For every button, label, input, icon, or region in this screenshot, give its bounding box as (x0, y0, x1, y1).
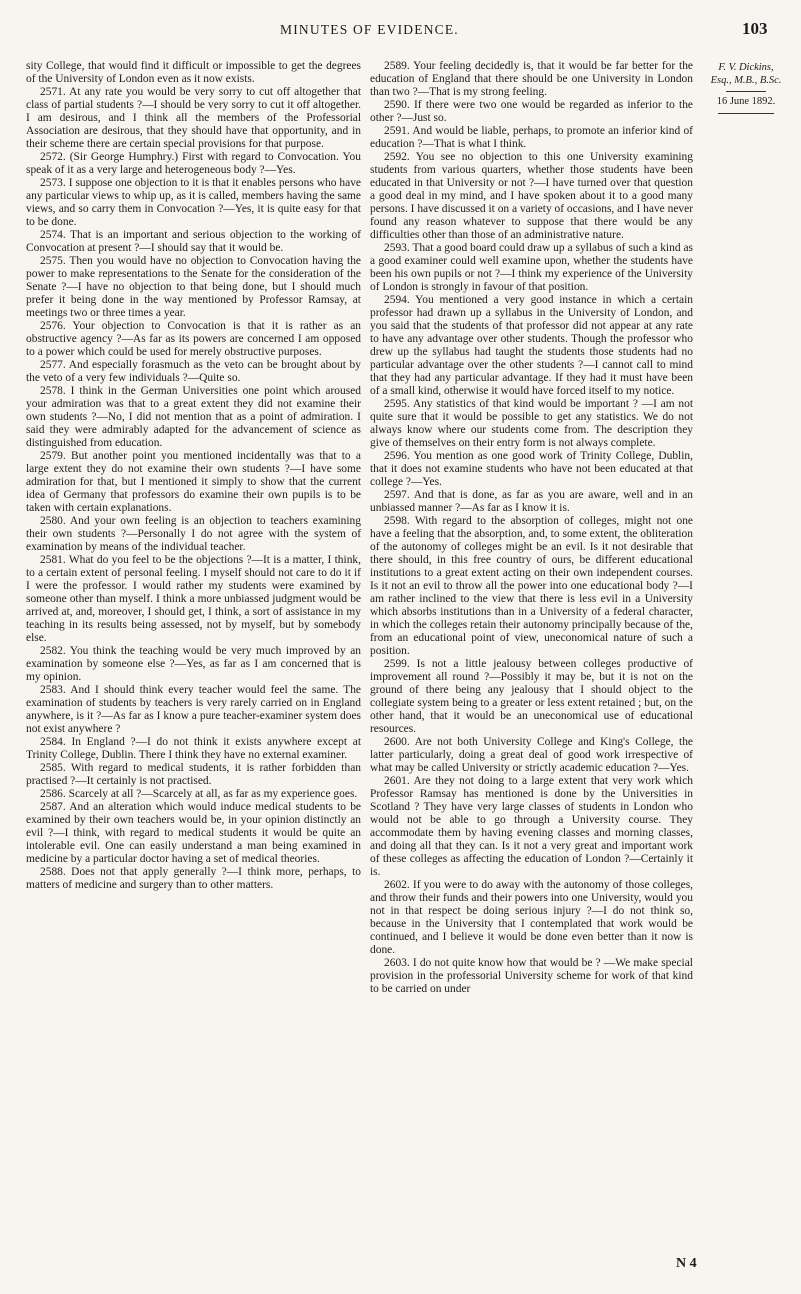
witness-degree: Esq., M.B., B.Sc. (710, 74, 782, 86)
page-header (0, 19, 801, 42)
paragraph: 2588. Does not that apply generally ?—I think more, perhaps, to matters of medicine and surgery than to other matters. (26, 866, 361, 891)
paragraph: 2601. Are they not doing to a large extent that very work which Professor Ramsay has mentioned is done by the Universities in Scotland ? They have very large classes of students in London who would not be able to go through a University course. They accommodate them by having evening classes and morning classes, and doing all that they can. Is it not a very great and important work of these colleges as affecting the education of London ?—Certainly it is. (370, 775, 693, 878)
left-column (26, 60, 361, 892)
paragraph: sity College, that would find it difficult or impossible to get the degrees of the University of London even as it now exists. (26, 60, 361, 85)
paragraph: 2586. Scarcely at all ?—Scarcely at all, as far as my experience goes. (40, 788, 358, 800)
paragraph: 2571. At any rate you would be very sorry to cut off altogether that class of partial students ?—I should be very sorry to cut it off altogether. I am desirous, and I think all the members of the Professorial Association are desirous, that they should have that opportunity, and in their scheme there are certain special provisions for that purpose. (26, 86, 361, 150)
paragraph: 2592. You see no objection to this one University examining students from various quarters, whether those students have been educated in that University or not ?—I have turned over that question a good deal in my mind, and I have spoken about it to a good many persons. I have discussed it on a variety of occasions, and I have never found any reason whatever to suppose that there would be any difficulties other than those of an administrative nature. (370, 151, 694, 241)
paragraph: 2572. (Sir George Humphry.) First with regard to Convocation. You speak of it as a very large and heterogeneous body ?—Yes. (26, 151, 361, 176)
paragraph: 2595. Any statistics of that kind would be important ? —I am not quite sure that it would be possible to get any statistics. We do not always know where our students come from. The description they give of themselves on their entry form is not always complete. (370, 398, 693, 449)
margin-rule (718, 113, 774, 114)
paragraph: 2599. Is not a little jealousy between colleges productive of improvement all round ?—Possibly it may be, but it is not on the ground of there being any jealousy that I should object to the collegiate system being to a greater or less extent retained ; but, on the other hand, that it would be an uneconomical use of educational resources. (370, 658, 693, 735)
paragraph: 2580. And your own feeling is an objection to teachers examining their own students ?—Personally I do not agree with the system of examination by means of the individual teacher. (26, 515, 361, 553)
paragraph: 2583. And I should think every teacher would feel the same. The examination of students by teachers is very rarely carried on in England anywhere, is it ?—As far as I know a pure teacher-examiner system does not exist anywhere ? (26, 684, 361, 735)
paragraph: 2593. That a good board could draw up a syllabus of such a kind as a good examiner could well examine upon, whether the students have been his own pupils or not ?—I think my experience of the University of London is strongly in favour of that position. (370, 242, 693, 293)
paragraph: 2575. Then you would have no objection to Convocation having the power to make representations to the Senate for the consideration of the Senate ?—I have no objection to that being done, but I should much prefer it being done in the way mentioned by Professor Ramsay, at meetings two or three times a year. (26, 255, 361, 319)
paragraph: 2585. With regard to medical students, it is rather forbidden than practised ?—It certainly is not practised. (26, 762, 361, 787)
paragraph: 2578. I think in the German Universities one point which aroused your admiration was that to a great extent they did not examine their own students ?—No, I did not mention that as a point of admiration. I said they were admirably adapted for the advancement of science as distinguished from education. (26, 385, 361, 449)
paragraph: 2594. You mentioned a very good instance in which a certain professor had drawn up a syllabus in the University of London, and you said that the students of that professor did not appear at any rate to have any advantage over other students. Though the professor who drew up the syllabus had taught the students those students had no particular advantage over the other students ?—I cannot call to mind that they had any particular advantage. If they had it must have been of a small kind, otherwise it would have forced itself to my notice. (370, 294, 693, 397)
paragraph: 2602. If you were to do away with the autonomy of those colleges, and throw their funds and their powers into one University, would you not in that respect be doing serious injury ?—I do not think so, because in the University that I contemplated that work would be continued, and I believe it would be done even better than it now is done. (370, 879, 693, 956)
paragraph: 2596. You mention as one good work of Trinity College, Dublin, that it does not examine students who have not been educated at that college ?—Yes. (370, 450, 693, 488)
paragraph: 2576. Your objection to Convocation is that it is rather as an obstructive agency ?—As far as its powers are concerned I am opposed to a power which could be used for merely obstructive purposes. (26, 320, 361, 358)
margin-note (700, 62, 792, 114)
paragraph: 2603. I do not quite know how that would be ? —We make special provision in the professorial University scheme for work of that kind to be carried on under (370, 957, 693, 995)
paragraph: 2577. And especially forasmuch as the veto can be brought about by the veto of a very few individuals ?—Quite so. (26, 359, 361, 384)
paragraph: 2590. If there were two one would be regarded as inferior to the other ?—Just so. (370, 99, 693, 124)
paragraph: 2589. Your feeling decidedly is, that it would be far better for the education of England that there should be one University in London than two ?—That is my strong feeling. (370, 60, 693, 98)
paragraph: 2598. With regard to the absorption of colleges, might not one have a feeling that the absorption, and, to some extent, the obliteration of the autonomy of colleges might be an evil. Is it not desirable that there should, in this free country of ours, be different educational institutions to a great extent acting on their own independent courses. Is it not an evil to throw all the power into one educational body ?—I am rather inclined to the view that there is less evil in a University which absorbs institutions than in a University of a federal character, in which the colleges retain their autonomy principally because of the, from an educational point of view, uneconomical nature of such a position. (370, 515, 693, 657)
paragraph: 2591. And would be liable, perhaps, to promote an inferior kind of education ?—That is what I think. (370, 125, 693, 150)
paragraph: 2581. What do you feel to be the objections ?—It is a matter, I think, to a certain extent of personal feeling. I myself should not care to do it if I were the professor. I would rather my students were examined by someone other than myself. I think a more unbiassed judgment would be arrived at, and, moreover, I should get, I think, a sort of assistance in my teaching in its results being assessed, not by myself, but by somebody else. (26, 554, 361, 644)
paragraph: 2584. In England ?—I do not think it exists anywhere except at Trinity College, Dublin. There I think they have no external examiner. (26, 736, 361, 761)
paragraph: 2574. That is an important and serious objection to the working of Convocation at present ?—I should say that it would be. (26, 229, 361, 254)
paragraph: 2573. I suppose one objection to it is that it enables persons who have any particular views to whip up, as it is called, members having the same views, and so carry them in Convocation ?—Yes, it is quite easy for that to be done. (26, 177, 361, 228)
signature-mark: N 4 (676, 1256, 697, 1271)
paragraph: 2600. Are not both University College and King's College, the latter particularly, doing a great deal of good work irrespective of what may be called University or strictly academic education ?—Yes. (370, 736, 693, 774)
page-number: 103 (742, 19, 768, 38)
margin-rule (726, 91, 766, 92)
paragraph: 2582. You think the teaching would be very much improved by an examination by someone else ?—Yes, as far as I am concerned that is my opinion. (26, 645, 361, 683)
paragraph: 2587. And an alteration which would induce medical students to be examined by their own teachers would be, in your opinion distinctly an evil ?—I think, with regard to medical students it would be quite an intolerable evil. One can easily understand a man being examined in medicine by a particular doctor having a set of medical theories. (26, 801, 361, 865)
evidence-date: 16 June 1892. (716, 96, 776, 107)
witness-name: F. V. Dickins, (718, 62, 774, 73)
paragraph: 2597. And that is done, as far as you are aware, well and in an unbiassed manner ?—As far as I know it is. (370, 489, 693, 514)
right-column (370, 60, 693, 996)
paragraph: 2579. But another point you mentioned incidentally was that to a large extent they do not examine their own students ?—I have some admiration for that, but I mentioned it simply to show that the current idea of Germany that professors do examine their own pupils is to be taken with certain explanations. (26, 450, 361, 514)
running-title: MINUTES OF EVIDENCE. (280, 22, 459, 37)
